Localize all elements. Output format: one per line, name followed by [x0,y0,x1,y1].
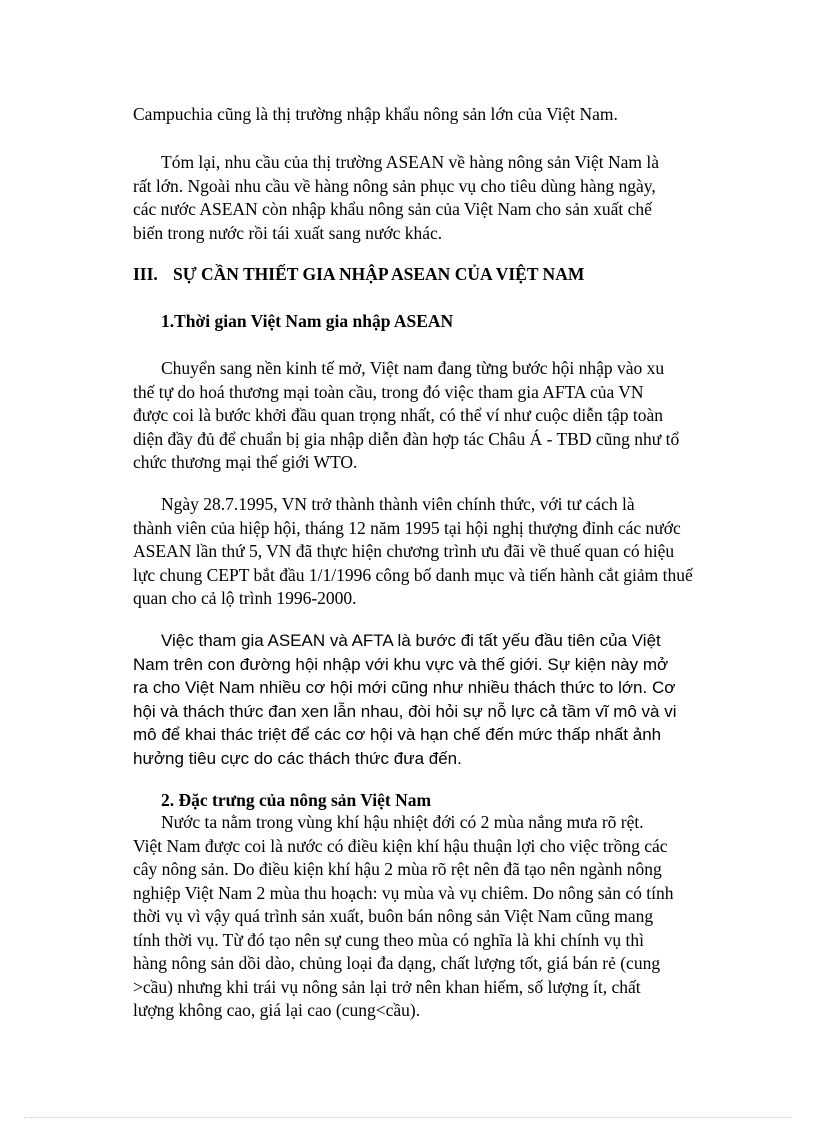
subsection-title: 1.Thời gian Việt Nam gia nhập ASEAN [161,311,454,331]
text-line: hội và thách thức đan xen lẫn nhau, đòi hỏi sự nỗ lực cả tầm vĩ mô và vi [133,701,677,721]
text-line: diện đầy đủ để chuẩn bị gia nhập diễn đàn hợp tác Châu Á - TBD cũng như tổ [133,428,680,449]
text-line: Nam trên con đường hội nhập với khu vực và thế giới. Sự kiện này mở [133,654,669,674]
text-line: lượng không cao, giá lại cao (cung<cầu). [133,1000,421,1020]
text-line: thời vụ vì vậy quá trình sản xuất, buôn bán nông sản Việt Nam cũng mang [133,906,654,926]
subsection-heading-2 [161,789,431,812]
text-line: cây nông sản. Do điều kiện khí hậu 2 mùa rõ rệt nên đã tạo nên ngành nông [133,859,662,879]
text-line: Chuyển sang nền kinh tế mở, Việt nam đang từng bước hội nhập vào xu [161,358,665,378]
text-line: nghiệp Việt Nam 2 mùa thu hoạch: vụ mùa và vụ chiêm. Do nông sản có tính [133,882,674,903]
text-line: biến trong nước rồi tái xuất sang nước khác. [133,222,443,243]
subsection-heading-1 [161,310,453,333]
text-line: ra cho Việt Nam nhiều cơ hội mới cũng như nhiều thách thức to lớn. Cơ [133,678,676,697]
text-line: Campuchia cũng là thị trường nhập khẩu nông sản lớn của Việt Nam. [133,104,618,124]
text-line: thế tự do hoá thương mại toàn cầu, trong đó việc tham gia AFTA của VN [133,381,644,402]
text-line: lực chung CEPT bắt đầu 1/1/1996 công bố danh mục và tiến hành cắt giảm thuế [133,564,693,585]
paragraph-6 [133,811,713,1023]
page-bottom-divider [24,1117,792,1118]
text-line: chức thương mại thế giới WTO. [133,452,358,472]
paragraph-5 [133,629,713,770]
text-line: được coi là bước khởi đầu quan trọng nhất, có thể ví như cuộc diễn tập toàn [133,405,664,425]
paragraph-3 [133,357,713,475]
text-line: >cầu) nhưng khi trái vụ nông sản lại trở nên khan hiếm, số lượng ít, chất [133,976,641,997]
text-line: quan cho cả lộ trình 1996-2000. [133,588,357,608]
text-line: Việt Nam được coi là nước có điều kiện khí hậu thuận lợi cho việc trồng các [133,835,668,856]
paragraph-2 [133,151,713,245]
text-line: Ngày 28.7.1995, VN trở thành thành viên chính thức, với tư cách là [161,494,635,514]
subsection-title: 2. Đặc trưng của nông sản Việt Nam [161,790,432,810]
text-line: các nước ASEAN còn nhập khẩu nông sản của Việt Nam cho sản xuất chế [133,199,652,219]
section-number: III. [133,264,158,284]
text-line: tính thời vụ. Từ đó tạo nên sự cung theo mùa có nghĩa là khi chính vụ thì [133,929,645,950]
text-line: Tóm lại, nhu cầu của thị trường ASEAN về hàng nông sản Việt Nam là [161,152,660,172]
text-line: thành viên của hiệp hội, tháng 12 năm 1995 tại hội nghị thượng đỉnh các nước [133,517,681,538]
paragraph-4 [133,493,713,611]
section-title: SỰ CẦN THIẾT GIA NHẬP ASEAN CỦA VIỆT NAM [173,264,585,284]
text-line: Nước ta nằm trong vùng khí hậu nhiệt đới có 2 mùa nắng mưa rõ rệt. [161,812,644,832]
text-line: mô để khai thác triệt để các cơ hội và hạn chế đến mức thấp nhất ảnh [133,725,662,744]
section-heading [133,263,584,286]
text-line: hàng nông sản dồi dào, chủng loại đa dạng, chất lượng tốt, giá bán rẻ (cung [133,953,661,973]
text-line: rất lớn. Ngoài nhu cầu về hàng nông sản phục vụ cho tiêu dùng hàng ngày, [133,175,656,196]
paragraph-1 [133,103,713,127]
text-line: ASEAN lần thứ 5, VN đã thực hiện chương trình ưu đãi về thuế quan có hiệu [133,541,675,561]
text-line: Việc tham gia ASEAN và AFTA là bước đi tất yếu đầu tiên của Việt [161,631,661,650]
text-line: hưởng tiêu cực do các thách thức đưa đến. [133,748,462,768]
